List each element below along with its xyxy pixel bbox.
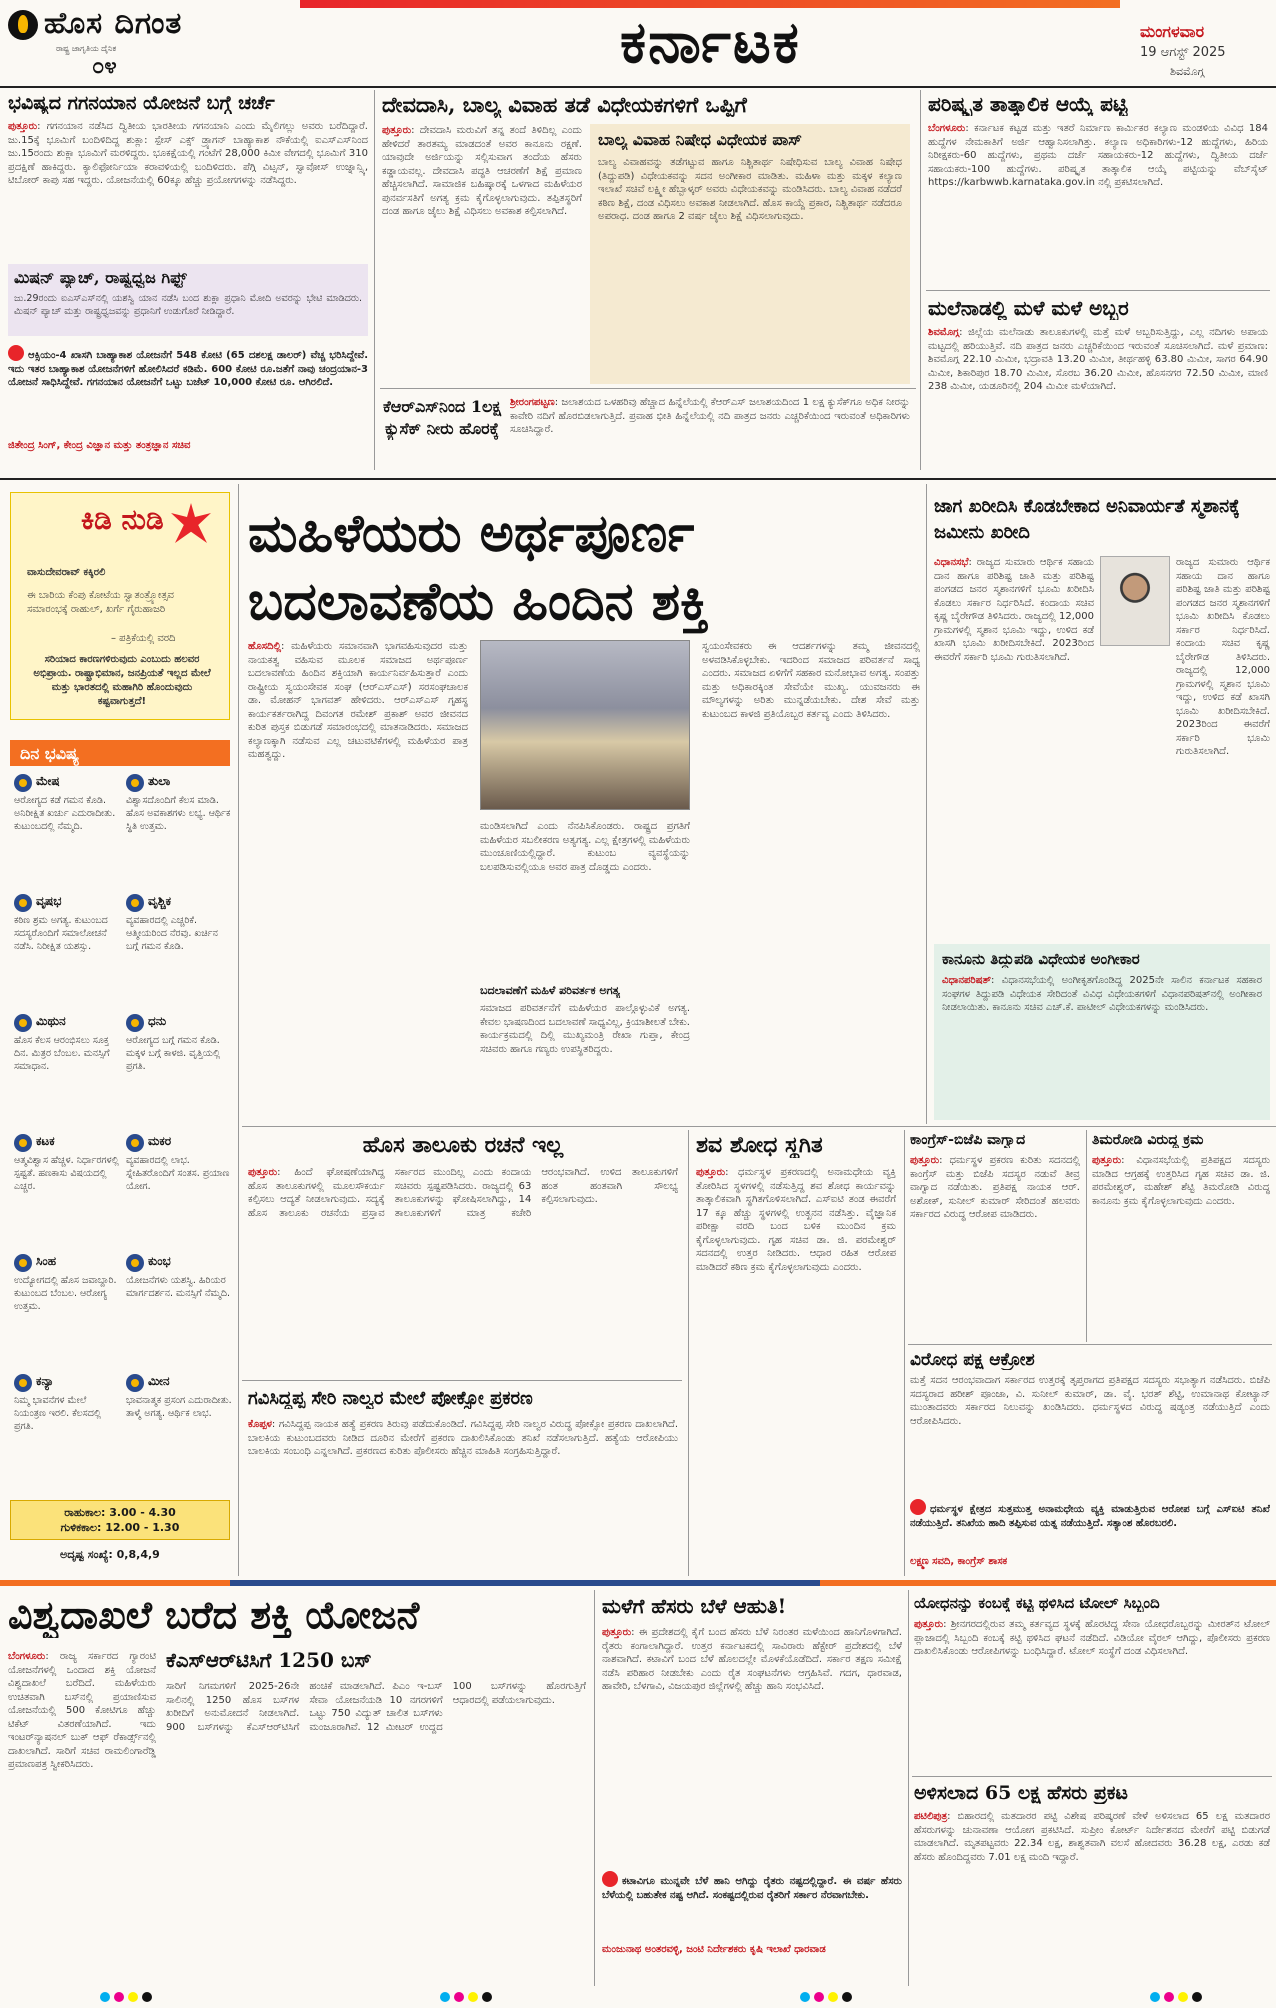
toll-headline: ಯೋಧನನ್ನು ಕಂಬಕ್ಕೆ ಕಟ್ಟಿ ಥಳಿಸಿದ ಟೋಲ್ ಸಿಬ್ಬಂದಿ <box>914 1594 1160 1612</box>
horoscope-sign <box>14 1254 122 1360</box>
main-story-col3: ಮಂಡಿಸಲಾಗಿದೆ ಎಂದು ನೆನಪಿಸಿಕೊಂಡರು. ರಾಷ್ಟ್ರದ ಪ್ರಗತಿಗೆ ಮಹಿಳೆಯರ ಸಬಲೀಕರಣ ಅತ್ಯಗತ್ಯ. ಎಲ್ಲ ಕ್ಷೇತ್ರಗಳಲ್ಲಿ ಮಹಿಳೆಯರು ಮುಂಚೂಣಿಯಲ್ಲಿದ್ದಾರೆ. ಕುಟುಂಬ ವ್ಯವಸ್ಥೆಯನ್ನು ಬಲಪಡಿಸುವಲ್ಲಿಯೂ ಅವರ ಪಾತ್ರ ದೊಡ್ಡದು ಎಂದರು. <box>480 821 690 873</box>
kidi-nudi-box <box>10 492 230 720</box>
gaganayana-quote-author: ಜಿತೇಂದ್ರ ಸಿಂಗ್, ಕೇಂದ್ರ ವಿಜ್ಞಾನ ಮತ್ತು ತಂತ್ರಜ್ಞಾನ ಸಚಿವ <box>8 440 191 451</box>
gaganayana-text: ಗಗನಯಾನ ನಡೆಸಿದ ದ್ವಿತೀಯ ಭಾರತೀಯ ಗಗನಯಾನಿ ಎಂದು ಮೈಲಿಗಲ್ಲು ಅವರು ಬರೆದಿದ್ದಾರೆ. ಜು.15ಕ್ಕೆ ಭೂಮಿಗೆ ಬಂದಿಳಿದಿದ್ದ ಶುಕ್ಲಾ: ಸ್ಪೇಸ್ ಎಕ್ಸ್ ಡ್ರ್ಯಾಗನ್ ಬಾಹ್ಯಾಕಾಶ ನೌಕೆಯಲ್ಲಿ ಐಎಸ್ಎಸ್‌ನಿಂದ ಜು.15ರಂದು ಶುಕ್ಲಾ ಭೂಮಿಗೆ ಮರಳಿದ್ದರು. ಭೂಕಕ್ಷೆಯಲ್ಲಿ ಗಂಟೆಗೆ 28,000 ಕಿಮೀ ವೇಗದಲ್ಲಿ ಭೂಮಿಗೆ 310 ಪ್ರದಕ್ಷಿಣೆ ಹಾಕಿದ್ದರು. ಕ್ಯಾಲಿಫೋರ್ನಿಯಾ ಕರಾವಳಿಯಲ್ಲಿ ಬಂದಿಳಿದರು. ಪೆಗ್ಗಿ ವಿಟ್ಸನ್, ಸ್ವಾವೋಸ್ ಉಜ್ನಾನ್ಸ್ಕಿ, ಟಿಬೋರ್ ಕಾಪು ಸಹ ಇದ್ದರು. ಯೋಜನೆಯಲ್ಲಿ 60ಕ್ಕೂ ಹೆಚ್ಚು ಪ್ರಯೋಗಗಳನ್ನು ನಡೆಸಿದ್ದರು. <box>8 121 368 186</box>
color-bar <box>820 1580 1276 1586</box>
opposition-body: ಮತ್ತೆ ಸದನ ಆರಂಭವಾದಾಗ ಸರ್ಕಾರದ ಉತ್ತರಕ್ಕೆ ತೃಪ್ತರಾಗದ ಪ್ರತಿಪಕ್ಷದ ಸದಸ್ಯರು ಸಭಾತ್ಯಾಗ ನಡೆಸಿದರು. ಬಿಜೆಪಿ ಸದಸ್ಯರಾದ ಹರೀಶ್ ಪೂಂಜಾ, ವಿ. ಸುನೀಲ್ ಕುಮಾರ್, ಡಾ. ವೈ. ಭರತ್ ಶೆಟ್ಟಿ, ಉಮಾನಾಥ ಕೋಟ್ಯಾನ್ ಮುಂತಾದವರು ಸರ್ಕಾರದ ನಿಲುವನ್ನು ಖಂಡಿಸಿದರು. ಧರ್ಮಸ್ಥಳದ ವಿರುದ್ಧ ಷಡ್ಯಂತ್ರ ನಡೆಯುತ್ತಿದೆ ಎಂದು ಆರೋಪಿಸಿದರು. <box>910 1375 1270 1427</box>
rain-text: ಜಿಲ್ಲೆಯ ಮಲೆನಾಡು ತಾಲೂಕುಗಳಲ್ಲಿ ಮತ್ತೆ ಮಳೆ ಅಬ್ಬರಿಸುತ್ತಿದ್ದು, ಎಲ್ಲ ನದಿಗಳು ಅಪಾಯ ಮಟ್ಟದಲ್ಲಿ ಹರಿಯುತ್ತಿವೆ. ನದಿ ಪಾತ್ರದ ಜನರು ಎಚ್ಚರಿಕೆಯಿಂದ ಇರುವಂತೆ ಸೂಚಿಸಲಾಗಿದೆ. ಮಳೆ ಪ್ರಮಾಣ: ಶಿವಮೊಗ್ಗ 22.10 ಮಿಮೀ, ಭದ್ರಾವತಿ 13.20 ಮಿಮೀ, ತೀರ್ಥಹಳ್ಳಿ 63.80 ಮಿಮೀ, ಸಾಗರ 64.90 ಮಿಮೀ, ಶಿಕಾರಿಪುರ 18.70 ಮಿಮೀ, ಸೊರಬ 36.20 ಮಿಮೀ, ಹೊಸನಗರ 72.50 ಮಿಮೀ, ಮಾಣಿ 238 ಮಿಮೀ, ಯಡೂರಿನಲ್ಲಿ 204 ಮಿಮೀ ಮಳೆಯಾಗಿದೆ. <box>928 327 1268 392</box>
sign-prediction: ವ್ಯವಹಾರದಲ್ಲಿ ಲಾಭ. ಸ್ನೇಹಿತರೊಂದಿಗೆ ಸಂತಸ. ಪ್ರಯಾಣ ಯೋಗ. <box>126 1155 230 1192</box>
taluk-text: ಹಿಂದೆ ಘೋಷಣೆಯಾಗಿದ್ದ ಹೊಸ ತಾಲೂಕುಗಳಲ್ಲಿ ಮೂಲಸೌಕರ್ಯ ಕಲ್ಪಿಸಲು ಆದ್ಯತೆ ನೀಡಲಾಗುವುದು. ಸದ್ಯಕ್ಕೆ ಹೊಸ ತಾಲೂಕು ರಚನೆಯ ಪ್ರಸ್ತಾವ ಸರ್ಕಾರದ ಮುಂದಿಲ್ಲ ಎಂದು ಕಂದಾಯ ಸಚಿವರು ಸ್ಪಷ್ಟಪಡಿಸಿದರು. ರಾಜ್ಯದಲ್ಲಿ 63 ತಾಲೂಕುಗಳನ್ನು ಘೋಷಿಸಲಾಗಿದ್ದು, 14 ತಾಲೂಕುಗಳಿಗೆ ಮಾತ್ರ ಕಚೇರಿ ಆರಂಭವಾಗಿದೆ. ಉಳಿದ ತಾಲೂಕುಗಳಿಗೆ ಹಂತ ಹಂತವಾಗಿ ಸೌಲಭ್ಯ ಕಲ್ಪಿಸಲಾಗುವುದು. <box>248 1167 678 1219</box>
article-divider <box>926 290 1270 291</box>
thimarodi-dateline: ಪುತ್ತೂರು <box>1092 1155 1122 1166</box>
crematorium-body: ವಿಧಾನಸಭೆ: ರಾಜ್ಯದ ಸುಮಾರು ಆರ್ಥಿಕ ಸಹಾಯ ದಾನ ಹಾಗೂ ಪರಿಶಿಷ್ಟ ಜಾತಿ ಮತ್ತು ಪರಿಶಿಷ್ಟ ಪಂಗಡದ ಜನರ ಸ್ಮಶಾನಗಳಿಗೆ ಭೂಮಿ ಖರೀದಿಸಿ ಕೊಡಲು ಸರ್ಕಾರ ನಿರ್ಧರಿಸಿದೆ. ಕಂದಾಯ ಸಚಿವ ಕೃಷ್ಣ ಬೈರೇಗೌಡ ತಿಳಿಸಿದರು. ರಾಜ್ಯದಲ್ಲಿ 12,000 ಗ್ರಾಮಗಳಲ್ಲಿ ಸ್ಮಶಾನ ಭೂಮಿ ಇದ್ದು, ಉಳಿದ ಕಡೆ ಖಾಸಗಿ ಭೂಮಿ ಖರೀದಿಸಬೇಕಿದೆ. 2023ರಿಂದ ಈವರೆಗೆ ಸರ್ಕಾರಿ ಭೂಮಿ ಗುರುತಿಸಲಾಗಿದೆ. <box>934 557 1094 663</box>
law-text: ವಿಧಾನಸಭೆಯಲ್ಲಿ ಅಂಗೀಕೃತಗೊಂಡಿದ್ದ 2025ನೇ ಸಾಲಿನ ಕರ್ನಾಟಕ ಸಹಕಾರ ಸಂಘಗಳ ತಿದ್ದುಪಡಿ ವಿಧೇಯಕ ಸೇರಿದಂತೆ ವಿವಿಧ ವಿಧೇಯಕಗಳಿಗೆ ವಿಧಾನಪರಿಷತ್‌ನಲ್ಲಿ ಅಂಗೀಕಾರ ನೀಡಲಾಯಿತು. ಕಾನೂನು ಸಚಿವ ಎಚ್.ಕೆ. ಪಾಟೀಲ್ ವಿಧೇಯಕಗಳನ್ನು ಮಂಡಿಸಿದರು. <box>942 975 1262 1013</box>
rain-headline: ಮಲೆನಾಡಲ್ಲಿ ಮಳೆ ಮಳೆ ಅಬ್ಬರ <box>928 296 1129 320</box>
masthead-logo <box>8 4 238 80</box>
pocso-headline: ಗವಿಸಿದ್ದಪ್ಪ ಸೇರಿ ನಾಲ್ವರ ಮೇಲೆ ಪೋಕ್ಸೋ ಪ್ರಕರಣ <box>248 1388 533 1409</box>
congress-bjp-dateline: ಪುತ್ತೂರು <box>910 1155 940 1166</box>
registration-mark <box>1192 1992 1202 2002</box>
main-story-col4: ಸಮಾಜದ ಪರಿವರ್ತನೆಗೆ ಮಹಿಳೆಯರ ಪಾಲ್ಗೊಳ್ಳುವಿಕೆ ಅಗತ್ಯ. ಕೇವಲ ಭಾಷಣದಿಂದ ಬದಲಾವಣೆ ಸಾಧ್ಯವಿಲ್ಲ, ಕ್ರಿಯಾಶೀಲತೆ ಬೇಕು. ಕಾರ್ಯಕ್ರಮದಲ್ಲಿ ದಿಲ್ಲಿ ಮುಖ್ಯಮಂತ್ರಿ ರೇಖಾ ಗುಪ್ತಾ, ಕೇಂದ್ರ ಸಚಿವರು ಹಾಗೂ ಗಣ್ಯರು ಉಪಸ್ಥಿತರಿದ್ದರು. <box>480 1003 690 1055</box>
main-subhead: ಬದಲಾವಣೆಗೆ ಮಹಿಳೆ ಪರಿವರ್ತಕ ಅಗತ್ಯ <box>480 984 620 997</box>
zodiac-icon <box>126 774 144 792</box>
crematorium-text: ರಾಜ್ಯದ ಸುಮಾರು ಆರ್ಥಿಕ ಸಹಾಯ ದಾನ ಹಾಗೂ ಪರಿಶಿಷ್ಟ ಜಾತಿ ಮತ್ತು ಪರಿಶಿಷ್ಟ ಪಂಗಡದ ಜನರ ಸ್ಮಶಾನಗಳಿಗೆ ಭೂಮಿ ಖರೀದಿಸಿ ಕೊಡಲು ಸರ್ಕಾರ ನಿರ್ಧರಿಸಿದೆ. ಕಂದಾಯ ಸಚಿವ ಕೃಷ್ಣ ಬೈರೇಗೌಡ ತಿಳಿಸಿದರು. ರಾಜ್ಯದಲ್ಲಿ 12,000 ಗ್ರಾಮಗಳಲ್ಲಿ ಸ್ಮಶಾನ ಭೂಮಿ ಇದ್ದು, ಉಳಿದ ಕಡೆ ಖಾಸಗಿ ಭೂಮಿ ಖರೀದಿಸಬೇಕಿದೆ. 2023ರಿಂದ ಈವರೆಗೆ ಸರ್ಕಾರಿ ಭೂಮಿ ಗುರುತಿಸಲಾಗಿದೆ. <box>934 557 1094 663</box>
rahu-kala: ರಾಹುಕಾಲ: 3.00 - 4.30 <box>64 1506 176 1519</box>
sign-name: ಕನ್ಯಾ <box>36 1374 54 1388</box>
gaganayana-quote <box>8 342 368 432</box>
law-body: ವಿಧಾನಪರಿಷತ್: ವಿಧಾನಸಭೆಯಲ್ಲಿ ಅಂಗೀಕೃತಗೊಂಡಿದ್ದ 2025ನೇ ಸಾಲಿನ ಕರ್ನಾಟಕ ಸಹಕಾರ ಸಂಘಗಳ ತಿದ್ದುಪಡಿ ವಿಧೇಯಕ ಸೇರಿದಂತೆ ವಿವಿಧ ವಿಧೇಯಕಗಳಿಗೆ ವಿಧಾನಪರಿಷತ್‌ನಲ್ಲಿ ಅಂಗೀಕಾರ ನೀಡಲಾಯಿತು. ಕಾನೂನು ಸಚಿವ ಎಚ್.ಕೆ. ಪಾಟೀಲ್ ವಿಧೇಯಕಗಳನ್ನು ಮಂಡಿಸಿದರು. <box>942 975 1262 1013</box>
sign-prediction: ಕಠಿಣ ಶ್ರಮ ಅಗತ್ಯ. ಕುಟುಂಬದ ಸದಸ್ಯರೊಂದಿಗೆ ಸಮಾಲೋಚನೆ ನಡೆಸಿ. ನಿರೀಕ್ಷಿತ ಯಶಸ್ಸು. <box>14 915 108 952</box>
sign-prediction: ಆರೋಗ್ಯದ ಕಡೆ ಗಮನ ಕೊಡಿ. ಅನಿರೀಕ್ಷಿತ ಖರ್ಚು ಎದುರಾದೀತು. ಕುಟುಂಬದಲ್ಲಿ ನೆಮ್ಮದಿ. <box>14 795 116 832</box>
column-rule <box>904 1130 905 1576</box>
quote-icon <box>910 1499 926 1515</box>
horoscope-sign <box>14 1134 122 1240</box>
column-rule <box>594 1590 595 1986</box>
devadasi-body: ಪುತ್ತೂರು: ದೇವದಾಸಿ ಮರುವಿಗೆ ತನ್ನ ತಂದೆ ತಿಳಿದಿಲ್ಲ ಎಂದು ಹೇಳಿದರೆ ತಾರತಮ್ಯ ಮಾಡದಂತೆ ಅವರ ಕಾನೂನು ರಕ್ಷಣೆ. ಯಾವುದೇ ಅರ್ಜಿಯನ್ನು ಸಲ್ಲಿಸುವಾಗ ತಂದೆಯ ಹೆಸರು ಕಡ್ಡಾಯವಲ್ಲ. ದೇವದಾಸಿ ಪದ್ಧತಿ ಆಚರಣೆಗೆ ಶಿಕ್ಷೆ ಪ್ರಮಾಣ ಹೆಚ್ಚಿಸಲಾಗಿದೆ. ಸಾಮಾಜಿಕ ಬಹಿಷ್ಕಾರಕ್ಕೆ ಒಳಗಾದ ಮಹಿಳೆಯರ ಪುನರ್ವಸತಿಗೆ ಅಗತ್ಯ ಕ್ರಮ ಕೈಗೊಳ್ಳಲಾಗುವುದು. ತಪ್ಪಿತಸ್ಥರಿಗೆ ದಂಡ ಹಾಗೂ ಜೈಲು ಶಿಕ್ಷೆ ವಿಧಿಸಲು ಅವಕಾಶ ಕಲ್ಪಿಸಲಾಗಿದೆ. <box>382 125 582 217</box>
sign-prediction: ಉದ್ಯೋಗದಲ್ಲಿ ಹೊಸ ಜವಾಬ್ದಾರಿ. ಕುಟುಂಬದ ಬೆಂಬಲ. ಆರೋಗ್ಯ ಉತ್ತಮ. <box>14 1275 117 1312</box>
sign-prediction: ಹೊಸ ಕೆಲಸ ಆರಂಭಿಸಲು ಸೂಕ್ತ ದಿನ. ಮಿತ್ರರ ಬೆಂಬಲ. ಮನಸ್ಸಿಗೆ ಸಮಾಧಾನ. <box>14 1035 110 1072</box>
column-rule <box>238 484 239 1576</box>
registration-mark <box>1164 1992 1174 2002</box>
kidi-quote: ಈ ಬಾರಿಯ ಕೆಂಪು ಕೋಟೆಯ ಸ್ವಾತಂತ್ರ್ಯೋತ್ಸವ ಸಮಾರಂಭಕ್ಕೆ ರಾಹುಲ್, ಖರ್ಗೆ ಗೈರುಹಾಜರಿ <box>27 590 174 615</box>
registration-mark <box>814 1992 824 2002</box>
zodiac-icon <box>14 774 32 792</box>
toll-body: ಪುತ್ತೂರು: ಶ್ರೀನಗರದಲ್ಲಿರುವ ತಮ್ಮ ಕರ್ತವ್ಯದ ಸ್ಥಳಕ್ಕೆ ಹೊರಟಿದ್ದ ಸೇನಾ ಯೋಧರೊಬ್ಬರನ್ನು ಮೀರತ್‌ನ ಟೋಲ್ ಪ್ಲಾಜಾದಲ್ಲಿ ಸಿಬ್ಬಂದಿ ಕಂಬಕ್ಕೆ ಕಟ್ಟಿ ಥಳಿಸಿದ ಘಟನೆ ನಡೆದಿದೆ. ವಿಡಿಯೋ ವೈರಲ್ ಆಗಿದ್ದು, ಪೊಲೀಸರು ಪ್ರಕರಣ ದಾಖಲಿಸಿಕೊಂಡು ಆರೋಪಿಗಳನ್ನು ಬಂಧಿಸಿದ್ದಾರೆ. ಟೋಲ್ ಸಂಸ್ಥೆಗೆ ದಂಡ ವಿಧಿಸಲಾಗಿದೆ. <box>914 1619 1270 1657</box>
main-story-col1: ಹೊಸದಿಲ್ಲಿ: ಮಹಿಳೆಯರು ಸಮಾನವಾಗಿ ಭಾಗವಹಿಸುವುದರ ಮತ್ತು ನಾಯಕತ್ವ ವಹಿಸುವ ಮೂಲಕ ಸಮಾಜದ ಅರ್ಥಪೂರ್ಣ ಬದಲಾವಣೆಯ ಹಿಂದಿನ ಶಕ್ತಿಯಾಗಿ ಕಾರ್ಯನಿರ್ವಹಿಸುತ್ತಾರೆ ಎಂದು ರಾಷ್ಟ್ರೀಯ ಸ್ವಯಂಸೇವಕ ಸಂಘ (ಆರ್‌ಎಸ್‌ಎಸ್) ಸರಸಂಘಚಾಲಕ ಡಾ. ಮೋಹನ್ ಭಾಗವತ್ ಹೇಳಿದರು. ಆರ್‌ಎಸ್‌ಎಸ್ ಗೃಹಸ್ಥ ಕಾರ್ಯಕರ್ತರಾಗಿದ್ದ ದಿವಂಗತ ರಮೇಶ್ ಪ್ರಕಾಶ್ ಅವರ ಜೀವನದ ಕುರಿತ ಪುಸ್ತಕ ಬಿಡುಗಡೆ ಸಮಾರಂಭದಲ್ಲಿ ಮಾತನಾಡಿದರು. ಸಮಾಜದ ಕಲ್ಯಾಣಕ್ಕಾಗಿ ನಡೆಸುವ ಎಲ್ಲ ಚಟುವಟಿಕೆಗಳಲ್ಲಿ ಮಹಿಳೆಯರ ಪಾತ್ರ ಮಹತ್ವದ್ದು. <box>248 641 468 760</box>
color-bar <box>0 1580 230 1586</box>
sign-name: ಧನು <box>148 1014 167 1028</box>
moong-headline: ಮಳೆಗೆ ಹೆಸರು ಬೆಳೆ ಆಹುತಿ! <box>602 1594 787 1618</box>
gaganayana-dateline: ಪುತ್ತೂರು <box>8 121 38 132</box>
voter-list-text: ಬಿಹಾರದಲ್ಲಿ ಮತದಾರರ ಪಟ್ಟಿ ವಿಶೇಷ ಪರಿಷ್ಕರಣೆ ವೇಳೆ ಅಳಿಸಲಾದ 65 ಲಕ್ಷ ಮತದಾರರ ಹೆಸರುಗಳನ್ನು ಚುನಾವಣಾ ಆಯೋಗ ಪ್ರಕಟಿಸಿದೆ. ಸುಪ್ರೀಂ ಕೋರ್ಟ್ ನಿರ್ದೇಶನದ ಮೇರೆಗೆ ಪಟ್ಟಿ ಬಿಡುಗಡೆ ಮಾಡಲಾಗಿದೆ. ಮೃತಪಟ್ಟವರು 22.34 ಲಕ್ಷ, ಶಾಶ್ವತವಾಗಿ ವಲಸೆ ಹೋದವರು 36.28 ಲಕ್ಷ, ಎರಡು ಕಡೆ ಹೆಸರು ಹೊಂದಿದ್ದವರು 7.01 ಲಕ್ಷ ಮಂದಿ ಇದ್ದಾರೆ. <box>914 1811 1270 1863</box>
sign-name: ಸಿಂಹ <box>36 1254 57 1268</box>
main-headline: ಮಹಿಳೆಯರು ಅರ್ಥಪೂರ್ಣ ಬದಲಾವಣೆಯ ಹಿಂದಿನ ಶಕ್ತಿ <box>248 503 709 632</box>
edition-city: ಶಿವಮೊಗ್ಗ <box>1170 65 1205 78</box>
section-divider <box>242 1126 1276 1127</box>
color-bar <box>230 1580 820 1586</box>
zodiac-icon <box>14 894 32 912</box>
horoscope-sign <box>14 1014 122 1120</box>
search-dateline: ಪುತ್ತೂರು <box>696 1167 726 1178</box>
pocso-body: ಕೊಪ್ಪಳ: ಗವಿಸಿದ್ದಪ್ಪ ನಾಯಕ ಹತ್ಯೆ ಪ್ರಕರಣ ತಿರುವು ಪಡೆದುಕೊಂಡಿದೆ. ಗವಿಸಿದ್ದಪ್ಪ ಸೇರಿ ನಾಲ್ವರ ವಿರುದ್ಧ ಪೋಕ್ಸೋ ಪ್ರಕರಣ ದಾಖಲಾಗಿದೆ. ಬಾಲಕಿಯ ಕುಟುಂಬದವರು ನೀಡಿದ ದೂರಿನ ಮೇರೆಗೆ ಪ್ರಕರಣ ದಾಖಲಿಸಿಕೊಂಡು ತನಿಖೆ ನಡೆಸಲಾಗುತ್ತಿದೆ. ಹತ್ಯೆಯ ಆರೋಪಿಯು ಬಾಲಕಿಯ ಸಂಬಂಧಿ ಎನ್ನಲಾಗಿದೆ. ಪ್ರಕರಣದ ಕುರಿತು ಪೊಲೀಸರು ಹೆಚ್ಚಿನ ಮಾಹಿತಿ ಸಂಗ್ರಹಿಸುತ್ತಿದ್ದಾರೆ. <box>248 1419 678 1457</box>
shakti-subheadline: ಕೆಎಸ್ಆರ್‌ಟಿಸಿಗೆ 1250 ಬಸ್ <box>166 1648 372 1672</box>
gulika-kala: ಗುಳಿಕಕಾಲ: 12.00 - 1.30 <box>60 1521 180 1534</box>
child-marriage-body: ಬಾಲ್ಯ ವಿವಾಹವನ್ನು ತಡೆಗಟ್ಟುವ ಹಾಗೂ ನಿಶ್ಚಿತಾರ್ಥ ನಿಷೇಧಿಸುವ ಬಾಲ್ಯ ವಿವಾಹ ನಿಷೇಧ (ತಿದ್ದುಪಡಿ) ವಿಧೇಯಕವನ್ನು ಸದನ ಅಂಗೀಕಾರ ಮಾಡಿತು. ಮಹಿಳಾ ಮತ್ತು ಮಕ್ಕಳ ಕಲ್ಯಾಣ ಇಲಾಖೆ ಸಚಿವೆ ಲಕ್ಷ್ಮೀ ಹೆಬ್ಬಾಳ್ಕರ್ ಅವರು ವಿಧೇಯಕವನ್ನು ಮಂಡಿಸಿದರು. ಬಾಲ್ಯ ವಿವಾಹ ನಡೆದರೆ ಕಠಿಣ ಶಿಕ್ಷೆ, ದಂಡ ವಿಧಿಸಲು ಅವಕಾಶ ನೀಡಲಾಗಿದೆ. ಹೊಸ ಕಾಯ್ದೆ ಪ್ರಕಾರ, ನಿಶ್ಚಿತಾರ್ಥ ನಡೆದರೂ ಅಪರಾಧ. ದಂಡ ಹಾಗೂ 2 ವರ್ಷ ಜೈಲು ಶಿಕ್ಷೆ ವಿಧಿಸಲಾಗುವುದು. <box>598 157 902 222</box>
minister-portrait <box>1100 556 1170 646</box>
page-number: ೦೪ <box>92 54 117 79</box>
horoscope-sign <box>14 894 122 1000</box>
kidi-author: ವಾಸುದೇವರಾವ್ ಕಕ್ಕಿರಲಿ <box>27 567 106 578</box>
registration-mark <box>1150 1992 1160 2002</box>
moong-quote-text: ಕಟಾವಿಗೂ ಮುನ್ನವೇ ಬೆಳೆ ಹಾನಿ ಆಗಿದ್ದು ರೈತರು ನಷ್ಟದಲ್ಲಿದ್ದಾರೆ. ಈ ವರ್ಷ ಹೆಸರು ಬೆಳೆಯಲ್ಲಿ ಬಹುತೇಕ ನಷ್ಟ ಆಗಿದೆ. ಸಂಕಷ್ಟದಲ್ಲಿರುವ ರೈತರಿಗೆ ಸರ್ಕಾರ ನೆರವಾಗಬೇಕು. <box>602 1876 902 1901</box>
lucky-numbers: ಅದೃಷ್ಟ ಸಂಖ್ಯೆ: 0,8,4,9 <box>60 1548 160 1561</box>
child-marriage-box <box>590 124 910 384</box>
main-story-col2: ಸ್ವಯಂಸೇವಕರು ಈ ಆದರ್ಶಗಳನ್ನು ತಮ್ಮ ಜೀವನದಲ್ಲಿ ಅಳವಡಿಸಿಕೊಳ್ಳಬೇಕು. ಇದರಿಂದ ಸಮಾಜದ ಪರಿವರ್ತನೆ ಸಾಧ್ಯ ಎಂದರು. ಸಮಾಜದ ಏಳಿಗೆಗೆ ಸಹಕಾರ ಮನೋಭಾವ ಅಗತ್ಯ. ಸಂಪತ್ತು ಮತ್ತು ಅಧಿಕಾರಕ್ಕಿಂತ ಸೇವೆಯೇ ಮುಖ್ಯ. ಯುವಜನರು ಈ ಮೌಲ್ಯಗಳನ್ನು ಅರಿತು ಮುನ್ನಡೆಯಬೇಕು. ದೇಶ ಸೇವೆ ಮತ್ತು ಕುಟುಂಬದ ಕಾಳಜಿ ಪ್ರತಿಯೊಬ್ಬರ ಕರ್ತವ್ಯ ಎಂದು ತಿಳಿಸಿದರು. <box>702 641 920 720</box>
congress-bjp-text: ಧರ್ಮಸ್ಥಳ ಪ್ರಕರಣ ಕುರಿತು ಸದನದಲ್ಲಿ ಕಾಂಗ್ರೆಸ್ ಮತ್ತು ಬಿಜೆಪಿ ಸದಸ್ಯರ ನಡುವೆ ತೀವ್ರ ವಾಗ್ವಾದ ನಡೆಯಿತು. ಪ್ರತಿಪಕ್ಷ ನಾಯಕ ಆರ್. ಅಶೋಕ್, ಸುನೀಲ್ ಕುಮಾರ್ ಸೇರಿದಂತೆ ಹಲವರು ಸರ್ಕಾರದ ವಿರುದ್ಧ ಆರೋಪ ಮಾಡಿದರು. <box>910 1155 1080 1220</box>
law-dateline: ವಿಧಾನಪರಿಷತ್ <box>942 975 992 986</box>
voter-list-body: ಪಟಿಲಿಪುತ್ರ: ಬಿಹಾರದಲ್ಲಿ ಮತದಾರರ ಪಟ್ಟಿ ವಿಶೇಷ ಪರಿಷ್ಕರಣೆ ವೇಳೆ ಅಳಿಸಲಾದ 65 ಲಕ್ಷ ಮತದಾರರ ಹೆಸರುಗಳನ್ನು ಚುನಾವಣಾ ಆಯೋಗ ಪ್ರಕಟಿಸಿದೆ. ಸುಪ್ರೀಂ ಕೋರ್ಟ್ ನಿರ್ದೇಶನದ ಮೇರೆಗೆ ಪಟ್ಟಿ ಬಿಡುಗಡೆ ಮಾಡಲಾಗಿದೆ. ಮೃತಪಟ್ಟವರು 22.34 ಲಕ್ಷ, ಶಾಶ್ವತವಾಗಿ ವಲಸೆ ಹೋದವರು 36.28 ಲಕ್ಷ, ಎರಡು ಕಡೆ ಹೆಸರು ಹೊಂದಿದ್ದವರು 7.01 ಲಕ್ಷ ಮಂದಿ ಇದ್ದಾರೆ. <box>914 1811 1270 1863</box>
registration-mark <box>142 1992 152 2002</box>
sign-prediction: ಯೋಜನೆಗಳು ಯಶಸ್ವಿ. ಹಿರಿಯರ ಮಾರ್ಗದರ್ಶನ. ಮನಸ್ಸಿಗೆ ನೆಮ್ಮದಿ. <box>126 1275 230 1299</box>
column-rule <box>908 1590 909 1986</box>
taluk-dateline: ಪುತ್ತೂರು <box>248 1167 278 1178</box>
crematorium-dateline: ವಿಧಾನಸಭೆ <box>934 557 969 568</box>
kidi-attribution: – ಪತ್ರಿಕೆಯಲ್ಲಿ ವರದಿ <box>111 633 176 644</box>
masthead-color-band <box>300 0 1120 8</box>
opposition-quote-author: ಲಕ್ಷ್ಮಣ ಸವದಿ, ಕಾಂಗ್ರೆಸ್ ಶಾಸಕ <box>910 1556 1008 1567</box>
main-dateline: ಹೊಸದಿಲ್ಲಿ <box>248 641 282 652</box>
zodiac-icon <box>126 1134 144 1152</box>
shakti-sub-body: ಸಾರಿಗೆ ನಿಗಮಗಳಿಗೆ 2025-26ನೇ ಸಾಲಿನಲ್ಲಿ 1250 ಹೊಸ ಬಸ್‌ಗಳ ಖರೀದಿಗೆ ಅನುಮೋದನೆ ನೀಡಲಾಗಿದೆ. 900 ಬಸ್‌ಗಳನ್ನು ಕೆಎಸ್ಆರ್‌ಟಿಸಿಗೆ ಹಂಚಿಕೆ ಮಾಡಲಾಗಿದೆ. ಪಿಎಂ ಇ-ಬಸ್ ಸೇವಾ ಯೋಜನೆಯಡಿ 10 ನಗರಗಳಿಗೆ ಒಟ್ಟು 750 ವಿದ್ಯುತ್ ಚಾಲಿತ ಬಸ್‌ಗಳು ಮಂಜೂರಾಗಿವೆ. 12 ಮೀಟರ್ ಉದ್ದದ 100 ಬಸ್‌ಗಳನ್ನು ಹೊರಗುತ್ತಿಗೆ ಆಧಾರದಲ್ಲಿ ಪಡೆಯಲಾಗುವುದು. <box>166 1681 586 1733</box>
search-body: ಪುತ್ತೂರು: ಧರ್ಮಸ್ಥಳ ಪ್ರಕರಣದಲ್ಲಿ ಅನಾಮಧೇಯ ವ್ಯಕ್ತಿ ತೋರಿಸಿದ ಸ್ಥಳಗಳಲ್ಲಿ ನಡೆಸುತ್ತಿದ್ದ ಶವ ಶೋಧ ಕಾರ್ಯವನ್ನು ತಾತ್ಕಾಲಿಕವಾಗಿ ಸ್ಥಗಿತಗೊಳಿಸಲಾಗಿದೆ. ಎಸ್‌ಐಟಿ ತಂಡ ಈವರೆಗೆ 17 ಕ್ಕೂ ಹೆಚ್ಚು ಸ್ಥಳಗಳಲ್ಲಿ ಉತ್ಖನನ ನಡೆಸಿತ್ತು. ವೈಜ್ಞಾನಿಕ ಪರೀಕ್ಷಾ ವರದಿ ಬಂದ ಬಳಿಕ ಮುಂದಿನ ಕ್ರಮ ಕೈಗೊಳ್ಳಲಾಗುವುದು. ಗೃಹ ಸಚಿವ ಡಾ. ಜಿ. ಪರಮೇಶ್ವರ್ ಸದನದಲ್ಲಿ ಉತ್ತರ ನೀಡಿದರು. ಆಧಾರ ರಹಿತ ಆರೋಪ ಮಾಡಿದರೆ ಕಠಿಣ ಕ್ರಮ ಕೈಗೊಳ್ಳಲಾಗುವುದು ಎಂದರು. <box>696 1167 896 1273</box>
opposition-quote-text: ಧರ್ಮಸ್ಥಳ ಕ್ಷೇತ್ರದ ಸುತ್ತಮುತ್ತ ಅನಾಮಧೇಯ ವ್ಯಕ್ತಿ ಮಾಡುತ್ತಿರುವ ಆರೋಪ ಬಗ್ಗೆ ಎಸ್‌ಐಟಿ ತನಿಖೆ ನಡೆಯುತ್ತಿದೆ. ತನಿಖೆಯ ಹಾದಿ ತಪ್ಪಿಸುವ ಯತ್ನ ನಡೆಯುತ್ತಿದೆ. ಸತ್ಯಾಂಶ ಹೊರಬರಲಿ. <box>910 1504 1270 1529</box>
mission-headline: ಮಿಷನ್ ಪ್ಯಾಚ್, ರಾಷ್ಟ್ರಧ್ವಜ ಗಿಫ್ಟ್ <box>14 268 187 287</box>
paper-tagline: ರಾಷ್ಟ್ರ ಜಾಗೃತಿಯ ದೈನಿಕ <box>56 44 117 53</box>
law-box <box>934 944 1270 1120</box>
pocso-dateline: ಕೊಪ್ಪಳ <box>248 1419 272 1430</box>
registration-mark <box>114 1992 124 2002</box>
registration-mark <box>482 1992 492 2002</box>
taluk-body: ಪುತ್ತೂರು: ಹಿಂದೆ ಘೋಷಣೆಯಾಗಿದ್ದ ಹೊಸ ತಾಲೂಕುಗಳಲ್ಲಿ ಮೂಲಸೌಕರ್ಯ ಕಲ್ಪಿಸಲು ಆದ್ಯತೆ ನೀಡಲಾಗುವುದು. ಸದ್ಯಕ್ಕೆ ಹೊಸ ತಾಲೂಕು ರಚನೆಯ ಪ್ರಸ್ತಾವ ಸರ್ಕಾರದ ಮುಂದಿಲ್ಲ ಎಂದು ಕಂದಾಯ ಸಚಿವರು ಸ್ಪಷ್ಟಪಡಿಸಿದರು. ರಾಜ್ಯದಲ್ಲಿ 63 ತಾಲೂಕುಗಳನ್ನು ಘೋಷಿಸಲಾಗಿದ್ದು, 14 ತಾಲೂಕುಗಳಿಗೆ ಮಾತ್ರ ಕಚೇರಿ ಆರಂಭವಾಗಿದೆ. ಉಳಿದ ತಾಲೂಕುಗಳಿಗೆ ಹಂತ ಹಂತವಾಗಿ ಸೌಲಭ್ಯ ಕಲ್ಪಿಸಲಾಗುವುದು. <box>248 1167 678 1219</box>
moong-quote <box>602 1868 902 1938</box>
horoscope-sign <box>126 1374 234 1480</box>
sign-name: ಮೇಷ <box>36 774 60 788</box>
column-rule <box>1086 1130 1087 1342</box>
rain-dateline: ಶಿವಮೊಗ್ಗ <box>928 327 960 338</box>
shakti-text: ರಾಜ್ಯ ಸರ್ಕಾರದ ಗ್ಯಾರಂಟಿ ಯೋಜನೆಗಳಲ್ಲಿ ಒಂದಾದ ಶಕ್ತಿ ಯೋಜನೆ ವಿಶ್ವದಾಖಲೆ ಬರೆದಿದೆ. ಮಹಿಳೆಯರು ಉಚಿತವಾಗಿ ಬಸ್‌ನಲ್ಲಿ ಪ್ರಯಾಣಿಸುವ ಯೋಜನೆಯಲ್ಲಿ 500 ಕೋಟಿಗೂ ಹೆಚ್ಚು ಟಿಕೆಟ್ ವಿತರಣೆಯಾಗಿದೆ. ಇದು ಇಂಟರ್‌ನ್ಯಾಷನಲ್ ಬುಕ್ ಆಫ್ ರೆಕಾರ್ಡ್ಸ್‌ನಲ್ಲಿ ದಾಖಲಾಗಿದೆ. ಸಾರಿಗೆ ಸಚಿವ ರಾಮಲಿಂಗಾರೆಡ್ಡಿ ಪ್ರಮಾಣಪತ್ರ ಸ್ವೀಕರಿಸಿದರು. <box>8 1651 156 1770</box>
moong-quote-author: ಮಂಜುನಾಥ ಅಂತರವಳ್ಳಿ, ಜಂಟಿ ನಿರ್ದೇಶಕರು ಕೃಷಿ ಇಲಾಖೆ ಧಾರವಾಡ <box>602 1944 826 1955</box>
voter-list-dateline: ಪಟಿಲಿಪುತ್ರ <box>914 1811 948 1822</box>
event-photo <box>480 640 690 810</box>
horoscope-title: ದಿನ ಭವಿಷ್ಯ <box>10 740 230 766</box>
registration-mark <box>828 1992 838 2002</box>
moong-dateline: ಪುತ್ತೂರು <box>602 1627 632 1638</box>
devadasi-text: ದೇವದಾಸಿ ಮರುವಿಗೆ ತನ್ನ ತಂದೆ ತಿಳಿದಿಲ್ಲ ಎಂದು ಹೇಳಿದರೆ ತಾರತಮ್ಯ ಮಾಡದಂತೆ ಅವರ ಕಾನೂನು ರಕ್ಷಣೆ. ಯಾವುದೇ ಅರ್ಜಿಯನ್ನು ಸಲ್ಲಿಸುವಾಗ ತಂದೆಯ ಹೆಸರು ಕಡ್ಡಾಯವಲ್ಲ. ದೇವದಾಸಿ ಪದ್ಧತಿ ಆಚರಣೆಗೆ ಶಿಕ್ಷೆ ಪ್ರಮಾಣ ಹೆಚ್ಚಿಸಲಾಗಿದೆ. ಸಾಮಾಜಿಕ ಬಹಿಷ್ಕಾರಕ್ಕೆ ಒಳಗಾದ ಮಹಿಳೆಯರ ಪುನರ್ವಸತಿಗೆ ಅಗತ್ಯ ಕ್ರಮ ಕೈಗೊಳ್ಳಲಾಗುವುದು. ತಪ್ಪಿತಸ್ಥರಿಗೆ ದಂಡ ಹಾಗೂ ಜೈಲು ಶಿಕ್ಷೆ ವಿಧಿಸಲು ಅವಕಾಶ ಕಲ್ಪಿಸಲಾಗಿದೆ. <box>382 125 582 217</box>
rahu-kala-box <box>10 1500 230 1540</box>
sign-name: ಕುಂಭ <box>148 1254 171 1268</box>
main-text-1: ಮಹಿಳೆಯರು ಸಮಾನವಾಗಿ ಭಾಗವಹಿಸುವುದರ ಮತ್ತು ನಾಯಕತ್ವ ವಹಿಸುವ ಮೂಲಕ ಸಮಾಜದ ಅರ್ಥಪೂರ್ಣ ಬದಲಾವಣೆಯ ಹಿಂದಿನ ಶಕ್ತಿಯಾಗಿ ಕಾರ್ಯನಿರ್ವಹಿಸುತ್ತಾರೆ ಎಂದು ರಾಷ್ಟ್ರೀಯ ಸ್ವಯಂಸೇವಕ ಸಂಘ (ಆರ್‌ಎಸ್‌ಎಸ್) ಸರಸಂಘಚಾಲಕ ಡಾ. ಮೋಹನ್ ಭಾಗವತ್ ಹೇಳಿದರು. ಆರ್‌ಎಸ್‌ಎಸ್ ಗೃಹಸ್ಥ ಕಾರ್ಯಕರ್ತರಾಗಿದ್ದ ದಿವಂಗತ ರಮೇಶ್ ಪ್ರಕಾಶ್ ಅವರ ಜೀವನದ ಕುರಿತ ಪುಸ್ತಕ ಬಿಡುಗಡೆ ಸಮಾರಂಭದಲ್ಲಿ ಮಾತನಾಡಿದರು. ಸಮಾಜದ ಕಲ್ಯಾಣಕ್ಕಾಗಿ ನಡೆಸುವ ಎಲ್ಲ ಚಟುವಟಿಕೆಗಳಲ್ಲಿ ಮಹಿಳೆಯರ ಪಾತ್ರ ಮಹತ್ವದ್ದು. <box>248 641 468 760</box>
mission-box <box>8 264 368 336</box>
article-divider <box>242 1380 682 1381</box>
registration-mark <box>800 1992 810 2002</box>
thimarodi-body: ಪುತ್ತೂರು: ವಿಧಾನಸಭೆಯಲ್ಲಿ ಪ್ರತಿಪಕ್ಷದ ಸದಸ್ಯರು ಮಾಡಿದ ಆಗ್ರಹಕ್ಕೆ ಉತ್ತರಿಸಿದ ಗೃಹ ಸಚಿವ ಡಾ. ಜಿ. ಪರಮೇಶ್ವರ್, ಮಹೇಶ್ ಶೆಟ್ಟಿ ತಿಮರೋಡಿ ವಿರುದ್ಧ ಕಾನೂನು ಕ್ರಮ ಕೈಗೊಳ್ಳಲಾಗುವುದು ಎಂದರು. <box>1092 1155 1270 1207</box>
devadasi-dateline: ಪುತ್ತೂರು <box>382 125 412 136</box>
zodiac-icon <box>126 1014 144 1032</box>
law-headline: ಕಾನೂನು ತಿದ್ದುಪಡಿ ವಿಧೇಯಕ ಅಂಗೀಕಾರ <box>942 950 1140 968</box>
registration-mark <box>100 1992 110 2002</box>
sign-name: ವೃಷಭ <box>36 894 62 908</box>
krs-text: ಜಲಾಶಯದ ಒಳಹರಿವು ಹೆಚ್ಚಾದ ಹಿನ್ನೆಲೆಯಲ್ಲಿ ಕೆಆರ್‌ಎಸ್ ಜಲಾಶಯದಿಂದ 1 ಲಕ್ಷ ಕ್ಯುಸೆಕ್‌ಗೂ ಅಧಿಕ ನೀರನ್ನು ಕಾವೇರಿ ನದಿಗೆ ಹೊರಬಿಡಲಾಗುತ್ತಿದೆ. ಪ್ರವಾಹ ಭೀತಿ ಹಿನ್ನೆಲೆಯಲ್ಲಿ ನದಿ ಪಾತ್ರದ ಜನರು ಎಚ್ಚರಿಕೆಯಿಂದ ಇರುವಂತೆ ಅಧಿಕಾರಿಗಳು ಸೂಚಿಸಿದ್ದಾರೆ. <box>510 397 910 435</box>
devadasi-headline: ದೇವದಾಸಿ, ಬಾಲ್ಯ ವಿವಾಹ ತಡೆ ವಿಧೇಯಕಗಳಿಗೆ ಒಪ್ಪಿಗೆ <box>382 92 747 117</box>
article-divider <box>908 1344 1272 1345</box>
shakti-headline: ವಿಶ್ವದಾಖಲೆ ಬರೆದ ಶಕ್ತಿ ಯೋಜನೆ <box>8 1592 420 1637</box>
column-rule <box>688 1130 689 1576</box>
article-divider <box>912 1776 1272 1777</box>
temp-list-headline: ಪರಿಷ್ಕೃತ ತಾತ್ಕಾಲಿಕ ಆಯ್ಕೆ ಪಟ್ಟಿ <box>928 92 1128 116</box>
registration-mark <box>454 1992 464 2002</box>
gaganayana-headline: ಭವಿಷ್ಯದ ಗಗನಯಾನ ಯೋಜನೆ ಬಗ್ಗೆ ಚರ್ಚೆ <box>8 92 275 114</box>
registration-mark <box>128 1992 138 2002</box>
section-divider <box>0 478 1276 480</box>
sign-name: ವೃಶ್ಚಿಕ <box>148 894 172 908</box>
crematorium-headline: ಜಾಗ ಖರೀದಿಸಿ ಕೊಡಬೇಕಾದ ಅನಿವಾರ್ಯತೆ ಸ್ಮಶಾನಕ್ಕೆ ಜಮೀನು ಖರೀದಿ <box>934 496 1240 543</box>
rain-body: ಶಿವಮೊಗ್ಗ: ಜಿಲ್ಲೆಯ ಮಲೆನಾಡು ತಾಲೂಕುಗಳಲ್ಲಿ ಮತ್ತೆ ಮಳೆ ಅಬ್ಬರಿಸುತ್ತಿದ್ದು, ಎಲ್ಲ ನದಿಗಳು ಅಪಾಯ ಮಟ್ಟದಲ್ಲಿ ಹರಿಯುತ್ತಿವೆ. ನದಿ ಪಾತ್ರದ ಜನರು ಎಚ್ಚರಿಕೆಯಿಂದ ಇರುವಂತೆ ಸೂಚಿಸಲಾಗಿದೆ. ಮಳೆ ಪ್ರಮಾಣ: ಶಿವಮೊಗ್ಗ 22.10 ಮಿಮೀ, ಭದ್ರಾವತಿ 13.20 ಮಿಮೀ, ತೀರ್ಥಹಳ್ಳಿ 63.80 ಮಿಮೀ, ಸಾಗರ 64.90 ಮಿಮೀ, ಶಿಕಾರಿಪುರ 18.70 ಮಿಮೀ, ಸೊರಬ 36.20 ಮಿಮೀ, ಹೊಸನಗರ 72.50 ಮಿಮೀ, ಮಾಣಿ 238 ಮಿಮೀ, ಯಡೂರಿನಲ್ಲಿ 204 ಮಿಮೀ ಮಳೆಯಾಗಿದೆ. <box>928 327 1268 392</box>
horoscope-sign <box>126 894 234 1000</box>
zodiac-icon <box>126 1374 144 1392</box>
registration-mark <box>842 1992 852 2002</box>
horoscope-sign <box>14 1374 122 1480</box>
zodiac-icon <box>126 1254 144 1272</box>
child-marriage-headline: ಬಾಲ್ಯ ವಿವಾಹ ನಿಷೇಧ ವಿಧೇಯಕ ಪಾಸ್ <box>598 130 802 149</box>
search-text: ಧರ್ಮಸ್ಥಳ ಪ್ರಕರಣದಲ್ಲಿ ಅನಾಮಧೇಯ ವ್ಯಕ್ತಿ ತೋರಿಸಿದ ಸ್ಥಳಗಳಲ್ಲಿ ನಡೆಸುತ್ತಿದ್ದ ಶವ ಶೋಧ ಕಾರ್ಯವನ್ನು ತಾತ್ಕಾಲಿಕವಾಗಿ ಸ್ಥಗಿತಗೊಳಿಸಲಾಗಿದೆ. ಎಸ್‌ಐಟಿ ತಂಡ ಈವರೆಗೆ 17 ಕ್ಕೂ ಹೆಚ್ಚು ಸ್ಥಳಗಳಲ್ಲಿ ಉತ್ಖನನ ನಡೆಸಿತ್ತು. ವೈಜ್ಞಾನಿಕ ಪರೀಕ್ಷಾ ವರದಿ ಬಂದ ಬಳಿಕ ಮುಂದಿನ ಕ್ರಮ ಕೈಗೊಳ್ಳಲಾಗುವುದು. ಗೃಹ ಸಚಿವ ಡಾ. ಜಿ. ಪರಮೇಶ್ವರ್ ಸದನದಲ್ಲಿ ಉತ್ತರ ನೀಡಿದರು. ಆಧಾರ ರಹಿತ ಆರೋಪ ಮಾಡಿದರೆ ಕಠಿಣ ಕ್ರಮ ಕೈಗೊಳ್ಳಲಾಗುವುದು ಎಂದರು. <box>696 1167 896 1273</box>
voter-list-headline: ಅಳಿಸಲಾದ 65 ಲಕ್ಷ ಹೆಸರು ಪ್ರಕಟ <box>914 1782 1128 1804</box>
sign-prediction: ವಿಶ್ವಾಸದೊಂದಿಗೆ ಕೆಲಸ ಮಾಡಿ. ಹೊಸ ಅವಕಾಶಗಳು ಲಭ್ಯ. ಆರ್ಥಿಕ ಸ್ಥಿತಿ ಉತ್ತಮ. <box>126 795 231 832</box>
horoscope-sign <box>126 1014 234 1120</box>
temp-list-dateline: ಬೆಂಗಳೂರು <box>928 123 966 134</box>
opposition-headline: ವಿರೋಧ ಪಕ್ಷ ಆಕ್ರೋಶ <box>910 1350 1035 1370</box>
masthead-divider <box>0 86 1276 88</box>
paper-name: ಹೊಸ ದಿಗಂತ <box>44 6 183 41</box>
gaganayana-quote-text: ಆಕ್ಸಿಯಂ-4 ಖಾಸಗಿ ಬಾಹ್ಯಾಕಾಶ ಯೋಜನೆಗೆ 548 ಕೋಟಿ (65 ದಶಲಕ್ಷ ಡಾಲರ್) ವೆಚ್ಚ ಭರಿಸಿದ್ದೇವೆ. ಇದು ಇತರ ಬಾಹ್ಯಾಕಾಶ ಯೋಜನೆಗಳಿಗೆ ಹೋಲಿಸಿದರೆ ಕಡಿಮೆ. 600 ಕೋಟಿ ರೂ.ಜತೆಗೆ ನಾವು ಚಂದ್ರಯಾನ-3 ಯೋಜನೆ ಸಾಧಿಸಿದ್ದೇವೆ. ಗಗನಯಾನ ಯೋಜನೆಗೆ ಒಟ್ಟು ಬಜೆಟ್ 10,000 ಕೋಟಿ ರೂ. ಆಗಿರಲಿದೆ. <box>8 350 368 388</box>
lamp-icon <box>8 10 38 40</box>
opposition-quote <box>910 1496 1270 1552</box>
column-rule <box>926 484 927 1124</box>
sign-name: ಮಕರ <box>148 1134 172 1148</box>
sign-name: ಮಿಥುನ <box>36 1014 66 1028</box>
zodiac-icon <box>14 1134 32 1152</box>
pocso-text: ಗವಿಸಿದ್ದಪ್ಪ ನಾಯಕ ಹತ್ಯೆ ಪ್ರಕರಣ ತಿರುವು ಪಡೆದುಕೊಂಡಿದೆ. ಗವಿಸಿದ್ದಪ್ಪ ಸೇರಿ ನಾಲ್ವರ ವಿರುದ್ಧ ಪೋಕ್ಸೋ ಪ್ರಕರಣ ದಾಖಲಾಗಿದೆ. ಬಾಲಕಿಯ ಕುಟುಂಬದವರು ನೀಡಿದ ದೂರಿನ ಮೇರೆಗೆ ಪ್ರಕರಣ ದಾಖಲಿಸಿಕೊಂಡು ತನಿಖೆ ನಡೆಸಲಾಗುತ್ತಿದೆ. ಹತ್ಯೆಯ ಆರೋಪಿಯು ಬಾಲಕಿಯ ಸಂಬಂಧಿ ಎನ್ನಲಾಗಿದೆ. ಪ್ರಕರಣದ ಕುರಿತು ಪೊಲೀಸರು ಹೆಚ್ಚಿನ ಮಾಹಿತಿ ಸಂಗ್ರಹಿಸುತ್ತಿದ್ದಾರೆ. <box>248 1419 678 1457</box>
shakti-body: ಬೆಂಗಳೂರು: ರಾಜ್ಯ ಸರ್ಕಾರದ ಗ್ಯಾರಂಟಿ ಯೋಜನೆಗಳಲ್ಲಿ ಒಂದಾದ ಶಕ್ತಿ ಯೋಜನೆ ವಿಶ್ವದಾಖಲೆ ಬರೆದಿದೆ. ಮಹಿಳೆಯರು ಉಚಿತವಾಗಿ ಬಸ್‌ನಲ್ಲಿ ಪ್ರಯಾಣಿಸುವ ಯೋಜನೆಯಲ್ಲಿ 500 ಕೋಟಿಗೂ ಹೆಚ್ಚು ಟಿಕೆಟ್ ವಿತರಣೆಯಾಗಿದೆ. ಇದು ಇಂಟರ್‌ನ್ಯಾಷನಲ್ ಬುಕ್ ಆಫ್ ರೆಕಾರ್ಡ್ಸ್‌ನಲ್ಲಿ ದಾಖಲಾಗಿದೆ. ಸಾರಿಗೆ ಸಚಿವ ರಾಮಲಿಂಗಾರೆಡ್ಡಿ ಪ್ರಮಾಣಪತ್ರ ಸ್ವೀಕರಿಸಿದರು. <box>8 1651 156 1770</box>
thimarodi-headline: ತಿಮರೋಡಿ ವಿರುದ್ಧ ಕ್ರಮ <box>1092 1132 1204 1148</box>
registration-mark <box>468 1992 478 2002</box>
horoscope-sign <box>126 1254 234 1360</box>
krs-divider <box>380 388 916 389</box>
horoscope-sign <box>126 774 234 880</box>
gaganayana-body: ಪುತ್ತೂರು: ಗಗನಯಾನ ನಡೆಸಿದ ದ್ವಿತೀಯ ಭಾರತೀಯ ಗಗನಯಾನಿ ಎಂದು ಮೈಲಿಗಲ್ಲು ಅವರು ಬರೆದಿದ್ದಾರೆ. ಜು.15ಕ್ಕೆ ಭೂಮಿಗೆ ಬಂದಿಳಿದಿದ್ದ ಶುಕ್ಲಾ: ಸ್ಪೇಸ್ ಎಕ್ಸ್ ಡ್ರ್ಯಾಗನ್ ಬಾಹ್ಯಾಕಾಶ ನೌಕೆಯಲ್ಲಿ ಐಎಸ್ಎಸ್‌ನಿಂದ ಜು.15ರಂದು ಶುಕ್ಲಾ ಭೂಮಿಗೆ ಮರಳಿದ್ದರು. ಭೂಕಕ್ಷೆಯಲ್ಲಿ ಗಂಟೆಗೆ 28,000 ಕಿಮೀ ವೇಗದಲ್ಲಿ ಭೂಮಿಗೆ 310 ಪ್ರದಕ್ಷಿಣೆ ಹಾಕಿದ್ದರು. ಕ್ಯಾಲಿಫೋರ್ನಿಯಾ ಕರಾವಳಿಯಲ್ಲಿ ಬಂದಿಳಿದರು. ಪೆಗ್ಗಿ ವಿಟ್ಸನ್, ಸ್ವಾವೋಸ್ ಉಜ್ನಾನ್ಸ್ಕಿ, ಟಿಬೋರ್ ಕಾಪು ಸಹ ಇದ್ದರು. ಯೋಜನೆಯಲ್ಲಿ 60ಕ್ಕೂ ಹೆಚ್ಚು ಪ್ರಯೋಗಗಳನ್ನು ನಡೆಸಿದ್ದರು. <box>8 121 368 186</box>
zodiac-icon <box>126 894 144 912</box>
sign-prediction: ವ್ಯವಹಾರದಲ್ಲಿ ಎಚ್ಚರಿಕೆ. ಆತ್ಮೀಯರಿಂದ ನೆರವು. ಖರ್ಚಿನ ಬಗ್ಗೆ ಗಮನ ಕೊಡಿ. <box>126 915 218 952</box>
toll-text: ಶ್ರೀನಗರದಲ್ಲಿರುವ ತಮ್ಮ ಕರ್ತವ್ಯದ ಸ್ಥಳಕ್ಕೆ ಹೊರಟಿದ್ದ ಸೇನಾ ಯೋಧರೊಬ್ಬರನ್ನು ಮೀರತ್‌ನ ಟೋಲ್ ಪ್ಲಾಜಾದಲ್ಲಿ ಸಿಬ್ಬಂದಿ ಕಂಬಕ್ಕೆ ಕಟ್ಟಿ ಥಳಿಸಿದ ಘಟನೆ ನಡೆದಿದೆ. ವಿಡಿಯೋ ವೈರಲ್ ಆಗಿದ್ದು, ಪೊಲೀಸರು ಪ್ರಕರಣ ದಾಖಲಿಸಿಕೊಂಡು ಆರೋಪಿಗಳನ್ನು ಬಂಧಿಸಿದ್ದಾರೆ. ಟೋಲ್ ಸಂಸ್ಥೆಗೆ ದಂಡ ವಿಧಿಸಲಾಗಿದೆ. <box>914 1619 1270 1657</box>
congress-bjp-headline: ಕಾಂಗ್ರೆಸ್-ಬಿಜೆಪಿ ವಾಗ್ವಾದ <box>910 1132 1026 1148</box>
temp-list-body: ಬೆಂಗಳೂರು: ಕರ್ನಾಟಕ ಕಟ್ಟಡ ಮತ್ತು ಇತರೆ ನಿರ್ಮಾಣ ಕಾರ್ಮಿಕರ ಕಲ್ಯಾಣ ಮಂಡಳಿಯ ವಿವಿಧ 184 ಹುದ್ದೆಗಳ ನೇಮಕಾತಿಗೆ ಅರ್ಜಿ ಆಹ್ವಾನಿಸಲಾಗಿತ್ತು. ಕಲ್ಯಾಣ ಅಧಿಕಾರಿಗಳು-12 ಹುದ್ದೆಗಳು, ಹಿರಿಯ ನಿರೀಕ್ಷಕರು-60 ಹುದ್ದೆಗಳು, ಪ್ರಥಮ ದರ್ಜೆ ಸಹಾಯಕರು-12 ಹುದ್ದೆಗಳು, ದ್ವಿತೀಯ ದರ್ಜೆ ಸಹಾಯಕರು-100 ಹುದ್ದೆಗಳು. ಪರಿಷ್ಕೃತ ತಾತ್ಕಾಲಿಕ ಆಯ್ಕೆ ಪಟ್ಟಿಯನ್ನು ವೆಬ್‌ಸೈಟ್ https://karbwwb.karnataka.gov.in ನಲ್ಲಿ ಪ್ರಕಟಿಸಲಾಗಿದೆ. <box>928 123 1268 188</box>
shakti-dateline: ಬೆಂಗಳೂರು <box>8 1651 46 1662</box>
quote-icon <box>8 345 24 361</box>
zodiac-icon <box>14 1014 32 1032</box>
registration-mark <box>1178 1992 1188 2002</box>
temp-list-text: ಕರ್ನಾಟಕ ಕಟ್ಟಡ ಮತ್ತು ಇತರೆ ನಿರ್ಮಾಣ ಕಾರ್ಮಿಕರ ಕಲ್ಯಾಣ ಮಂಡಳಿಯ ವಿವಿಧ 184 ಹುದ್ದೆಗಳ ನೇಮಕಾತಿಗೆ ಅರ್ಜಿ ಆಹ್ವಾನಿಸಲಾಗಿತ್ತು. ಕಲ್ಯಾಣ ಅಧಿಕಾರಿಗಳು-12 ಹುದ್ದೆಗಳು, ಹಿರಿಯ ನಿರೀಕ್ಷಕರು-60 ಹುದ್ದೆಗಳು, ಪ್ರಥಮ ದರ್ಜೆ ಸಹಾಯಕರು-12 ಹುದ್ದೆಗಳು, ದ್ವಿತೀಯ ದರ್ಜೆ ಸಹಾಯಕರು-100 ಹುದ್ದೆಗಳು. ಪರಿಷ್ಕೃತ ತಾತ್ಕಾಲಿಕ ಆಯ್ಕೆ ಪಟ್ಟಿಯನ್ನು ವೆಬ್‌ಸೈಟ್ https://karbwwb.karnataka.gov.in ನಲ್ಲಿ ಪ್ರಕಟಿಸಲಾಗಿದೆ. <box>928 123 1268 188</box>
sign-prediction: ಆರೋಗ್ಯದ ಬಗ್ಗೆ ಗಮನ ಕೊಡಿ. ಮಕ್ಕಳ ಬಗ್ಗೆ ಕಾಳಜಿ. ವೃತ್ತಿಯಲ್ಲಿ ಪ್ರಗತಿ. <box>126 1035 221 1072</box>
taluk-headline: ಹೊಸ ತಾಲೂಕು ರಚನೆ ಇಲ್ಲ <box>362 1132 564 1158</box>
krs-dateline: ಶ್ರೀರಂಗಪಟ್ಟಣ <box>510 397 555 408</box>
section-title: ಕರ್ನಾಟಕ <box>620 8 801 76</box>
zodiac-icon <box>14 1374 32 1392</box>
congress-bjp-body: ಪುತ್ತೂರು: ಧರ್ಮಸ್ಥಳ ಪ್ರಕರಣ ಕುರಿತು ಸದನದಲ್ಲಿ ಕಾಂಗ್ರೆಸ್ ಮತ್ತು ಬಿಜೆಪಿ ಸದಸ್ಯರ ನಡುವೆ ತೀವ್ರ ವಾಗ್ವಾದ ನಡೆಯಿತು. ಪ್ರತಿಪಕ್ಷ ನಾಯಕ ಆರ್. ಅಶೋಕ್, ಸುನೀಲ್ ಕುಮಾರ್ ಸೇರಿದಂತೆ ಹಲವರು ಸರ್ಕಾರದ ವಿರುದ್ಧ ಆರೋಪ ಮಾಡಿದರು. <box>910 1155 1080 1220</box>
mission-body: ಜು.29ರಂದು ಐಎಸ್ಎಸ್‌ನಲ್ಲಿ ಯಶಸ್ವಿ ಯಾನ ನಡೆಸಿ ಬಂದ ಶುಕ್ಲಾ ಪ್ರಧಾನಿ ಮೋದಿ ಅವರನ್ನು ಭೇಟಿ ಮಾಡಿದರು. ಮಿಷನ್ ಪ್ಯಾಚ್ ಮತ್ತು ರಾಷ್ಟ್ರಧ್ವಜವನ್ನು ಪ್ರಧಾನಿಗೆ ಉಡುಗೊರೆ ನೀಡಿದ್ದಾರೆ. <box>14 293 362 317</box>
sign-prediction: ಭಾವನಾತ್ಮಕ ಪ್ರಸಂಗ ಎದುರಾದೀತು. ತಾಳ್ಮೆ ಅಗತ್ಯ. ಆರ್ಥಿಕ ಲಾಭ. <box>126 1395 232 1419</box>
sign-name: ಮೀನ <box>148 1374 170 1388</box>
kidi-comment: ಸರಿಯಾದ ಕಾರಣಗಳಿರುವುದು ಎಂಬುದು ಹಲವರ ಅಭಿಪ್ರಾಯ. ರಾಷ್ಟ್ರಾಭಿಮಾನ, ಜನಪ್ರಿಯತೆ ಇಲ್ಲದ ಮೇಲೆ ಮತ್ತು ಭಾರತದಲ್ಲಿ ಮಹಾಗಿರಿ ಹೊಂದುವುದು ಕಷ್ಟವಾಗುತ್ತದೆ! <box>33 654 211 707</box>
registration-mark <box>440 1992 450 2002</box>
thimarodi-text: ವಿಧಾನಸಭೆಯಲ್ಲಿ ಪ್ರತಿಪಕ್ಷದ ಸದಸ್ಯರು ಮಾಡಿದ ಆಗ್ರಹಕ್ಕೆ ಉತ್ತರಿಸಿದ ಗೃಹ ಸಚಿವ ಡಾ. ಜಿ. ಪರಮೇಶ್ವರ್, ಮಹೇಶ್ ಶೆಟ್ಟಿ ತಿಮರೋಡಿ ವಿರುದ್ಧ ಕಾನೂನು ಕ್ರಮ ಕೈಗೊಳ್ಳಲಾಗುವುದು ಎಂದರು. <box>1092 1155 1270 1207</box>
krs-body: ಶ್ರೀರಂಗಪಟ್ಟಣ: ಜಲಾಶಯದ ಒಳಹರಿವು ಹೆಚ್ಚಾದ ಹಿನ್ನೆಲೆಯಲ್ಲಿ ಕೆಆರ್‌ಎಸ್ ಜಲಾಶಯದಿಂದ 1 ಲಕ್ಷ ಕ್ಯುಸೆಕ್‌ಗೂ ಅಧಿಕ ನೀರನ್ನು ಕಾವೇರಿ ನದಿಗೆ ಹೊರಬಿಡಲಾಗುತ್ತಿದೆ. ಪ್ರವಾಹ ಭೀತಿ ಹಿನ್ನೆಲೆಯಲ್ಲಿ ನದಿ ಪಾತ್ರದ ಜನರು ಎಚ್ಚರಿಕೆಯಿಂದ ಇರುವಂತೆ ಅಧಿಕಾರಿಗಳು ಸೂಚಿಸಿದ್ದಾರೆ. <box>510 397 910 435</box>
search-headline: ಶವ ಶೋಧ ಸ್ಥಗಿತ <box>696 1132 823 1158</box>
issue-date: 19 ಆಗಸ್ಟ್ 2025 <box>1140 45 1226 60</box>
kidi-title: ಕಿಡಿ ನುಡಿ <box>81 503 164 536</box>
horoscope-sign <box>126 1134 234 1240</box>
moong-body: ಪುತ್ತೂರು: ಈ ಪ್ರದೇಶದಲ್ಲಿ ಕೈಗೆ ಬಂದ ಹೆಸರು ಬೆಳೆ ನಿರಂತರ ಮಳೆಯಿಂದ ಹಾನಿಗೊಳಗಾಗಿದೆ. ರೈತರು ಕಂಗಾಲಾಗಿದ್ದಾರೆ. ಉತ್ತರ ಕರ್ನಾಟಕದಲ್ಲಿ ಸಾವಿರಾರು ಹೆಕ್ಟೇರ್ ಪ್ರದೇಶದಲ್ಲಿ ಬೆಳೆ ನಾಶವಾಗಿದೆ. ಕಟಾವಿಗೆ ಬಂದ ಬೆಳೆ ಹೊಲದಲ್ಲೇ ಮೊಳಕೆಯೊಡೆದಿದೆ. ಸರ್ಕಾರ ತಕ್ಷಣ ಸಮೀಕ್ಷೆ ನಡೆಸಿ ಪರಿಹಾರ ನೀಡಬೇಕು ಎಂದು ರೈತ ಸಂಘಟನೆಗಳು ಆಗ್ರಹಿಸಿವೆ. ಗದಗ, ಧಾರವಾಡ, ಹಾವೇರಿ, ಬೆಳಗಾವಿ, ವಿಜಯಪುರ ಜಿಲ್ಲೆಗಳಲ್ಲಿ ಹೆಚ್ಚು ಹಾನಿ ಸಂಭವಿಸಿದೆ. <box>602 1627 902 1692</box>
spark-icon <box>171 503 211 543</box>
moong-text: ಈ ಪ್ರದೇಶದಲ್ಲಿ ಕೈಗೆ ಬಂದ ಹೆಸರು ಬೆಳೆ ನಿರಂತರ ಮಳೆಯಿಂದ ಹಾನಿಗೊಳಗಾಗಿದೆ. ರೈತರು ಕಂಗಾಲಾಗಿದ್ದಾರೆ. ಉತ್ತರ ಕರ್ನಾಟಕದಲ್ಲಿ ಸಾವಿರಾರು ಹೆಕ್ಟೇರ್ ಪ್ರದೇಶದಲ್ಲಿ ಬೆಳೆ ನಾಶವಾಗಿದೆ. ಕಟಾವಿಗೆ ಬಂದ ಬೆಳೆ ಹೊಲದಲ್ಲೇ ಮೊಳಕೆಯೊಡೆದಿದೆ. ಸರ್ಕಾರ ತಕ್ಷಣ ಸಮೀಕ್ಷೆ ನಡೆಸಿ ಪರಿಹಾರ ನೀಡಬೇಕು ಎಂದು ರೈತ ಸಂಘಟನೆಗಳು ಆಗ್ರಹಿಸಿವೆ. ಗದಗ, ಧಾರವಾಡ, ಹಾವೇರಿ, ಬೆಳಗಾವಿ, ವಿಜಯಪುರ ಜಿಲ್ಲೆಗಳಲ್ಲಿ ಹೆಚ್ಚು ಹಾನಿ ಸಂಭವಿಸಿದೆ. <box>602 1627 902 1692</box>
sign-prediction: ನಿಮ್ಮ ಭಾವನೆಗಳ ಮೇಲೆ ನಿಯಂತ್ರಣ ಇರಲಿ. ಕೆಲಸದಲ್ಲಿ ಪ್ರಗತಿ. <box>14 1395 102 1432</box>
zodiac-icon <box>14 1254 32 1272</box>
sign-name: ತುಲಾ <box>148 774 171 788</box>
krs-headline: ಕೆಆರ್‌ಎಸ್‌ನಿಂದ 1ಲಕ್ಷ ಕ್ಯುಸೆಕ್ ನೀರು ಹೊರಕ್ಕೆ <box>382 397 502 438</box>
issue-day: ಮಂಗಳವಾರ <box>1140 22 1205 41</box>
sign-prediction: ಆತ್ಮವಿಶ್ವಾಸ ಹೆಚ್ಚಳ. ನಿರ್ಧಾರಗಳಲ್ಲಿ ಸ್ಪಷ್ಟತೆ. ಹಣಕಾಸು ವಿಷಯದಲ್ಲಿ ಎಚ್ಚರ. <box>14 1155 119 1192</box>
column-rule <box>920 90 921 470</box>
horoscope-sign <box>14 774 122 880</box>
column-rule <box>374 90 375 470</box>
crematorium-side-text: ರಾಜ್ಯದ ಸುಮಾರು ಆರ್ಥಿಕ ಸಹಾಯ ದಾನ ಹಾಗೂ ಪರಿಶಿಷ್ಟ ಜಾತಿ ಮತ್ತು ಪರಿಶಿಷ್ಟ ಪಂಗಡದ ಜನರ ಸ್ಮಶಾನಗಳಿಗೆ ಭೂಮಿ ಖರೀದಿಸಿ ಕೊಡಲು ಸರ್ಕಾರ ನಿರ್ಧರಿಸಿದೆ. ಕಂದಾಯ ಸಚಿವ ಕೃಷ್ಣ ಬೈರೇಗೌಡ ತಿಳಿಸಿದರು. ರಾಜ್ಯದಲ್ಲಿ 12,000 ಗ್ರಾಮಗಳಲ್ಲಿ ಸ್ಮಶಾನ ಭೂಮಿ ಇದ್ದು, ಉಳಿದ ಕಡೆ ಖಾಸಗಿ ಭೂಮಿ ಖರೀದಿಸಬೇಕಿದೆ. 2023ರಿಂದ ಈವರೆಗೆ ಸರ್ಕಾರಿ ಭೂಮಿ ಗುರುತಿಸಲಾಗಿದೆ. <box>1176 557 1270 757</box>
toll-dateline: ಪುತ್ತೂರು <box>914 1619 944 1630</box>
sign-name: ಕಟಕ <box>36 1134 55 1148</box>
quote-icon <box>602 1871 618 1887</box>
